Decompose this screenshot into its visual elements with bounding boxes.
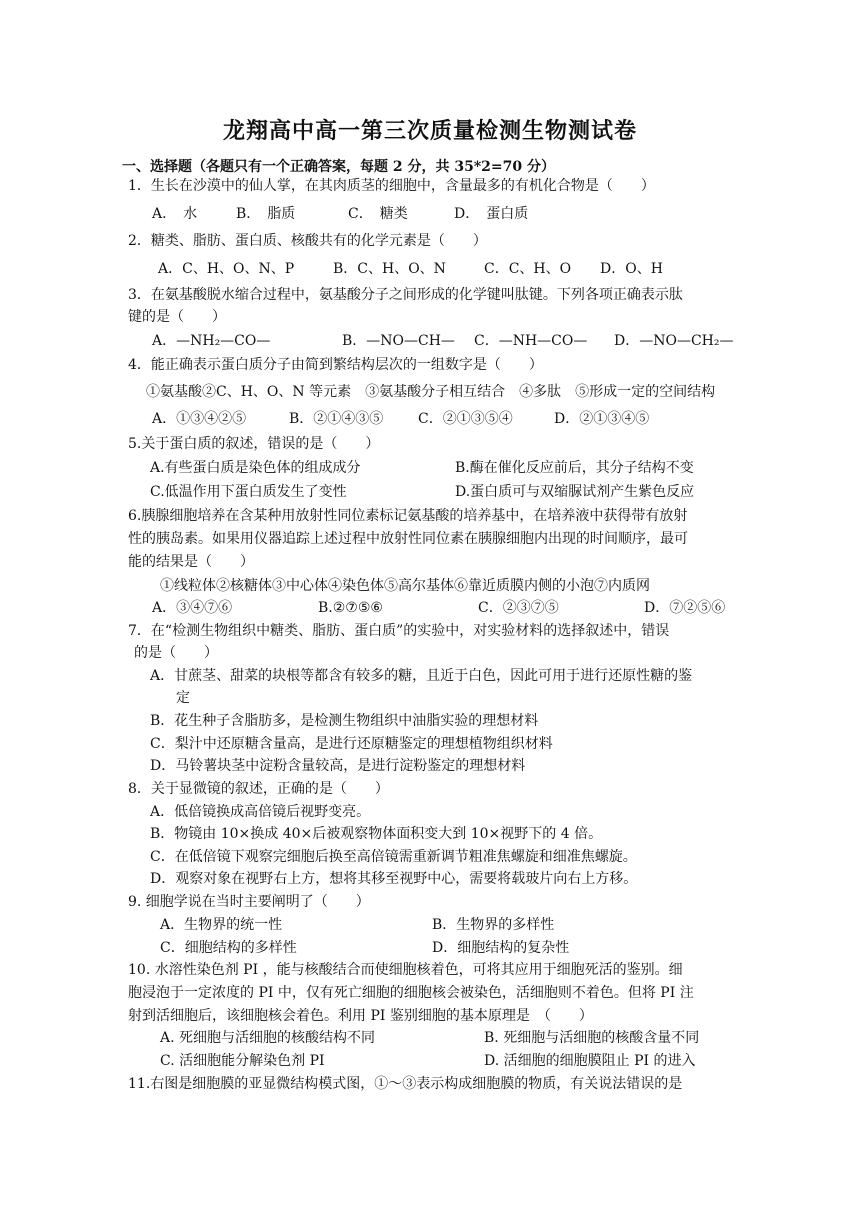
option-d: D． 蛋白质 <box>454 206 529 222</box>
section-heading: 一、选择题（各题只有一个正确答案，每题 2 分，共 35*2=70 分） <box>122 159 555 175</box>
option-a: A．生物界的统一性 <box>160 917 283 933</box>
question-9-stem: 9. 细胞学说在当时主要阐明了（ ） <box>128 894 370 910</box>
option-a: A． 水 <box>152 206 198 222</box>
option-b: B.②⑦⑤⑥ <box>318 600 383 616</box>
exam-title: 龙翔高中高一第三次质量检测生物测试卷 <box>222 118 637 144</box>
question-7-option-b: B．花生种子含脂肪多，是检测生物组织中油脂实验的理想材料 <box>150 713 539 729</box>
option-c: C．细胞结构的多样性 <box>160 940 297 956</box>
question-5-stem: 5.关于蛋白质的叙述，错误的是（ ） <box>128 436 380 452</box>
question-8-option-d: D．观察对象在视野右上方，想将其移至视野中心，需要将载玻片向右上方移。 <box>150 871 638 887</box>
option-d: D. 活细胞的细胞膜阻止 PI 的进入 <box>484 1053 696 1069</box>
question-10-stem-cont1: 胞浸泡于一定浓度的 PI 中，仅有死亡细胞的细胞核会被染色，活细胞则不着色。但将 PI 注 <box>128 985 694 1001</box>
option-d: D．②①③④⑤ <box>554 411 650 427</box>
question-7-option-d: D．马铃薯块茎中淀粉含量较高，是进行淀粉鉴定的理想材料 <box>150 758 526 774</box>
option-a: A.有些蛋白质是染色体的组成成分 <box>150 460 361 476</box>
question-8-option-b: B．物镜由 10×换成 40×后被观察物体面积变大到 10×视野下的 4 倍。 <box>150 826 603 842</box>
question-6-stem: 6.胰腺细胞培养在含某种用放射性同位素标记氨基酸的培养基中，在培养液中获得带有放射 <box>128 508 688 524</box>
question-1-stem: 1．生长在沙漠中的仙人掌，在其肉质茎的细胞中，含量最多的有机化合物是（ ） <box>128 178 655 194</box>
option-a: A．C、H、O、N、P <box>158 261 295 277</box>
question-6-stem-cont1: 性的胰岛素。如果用仪器追踪上述过程中放射性同位素在胰腺细胞内出现的时间顺序，最可 <box>128 531 688 547</box>
question-10-stem: 10. 水溶性染色剂 PI ，能与核酸结合而使细胞核着色，可将其应用于细胞死活的鉴别。细 <box>128 962 683 978</box>
question-7-option-a: A．甘蔗茎、甜菜的块根等都含有较多的糖，且近于白色，因此可用于进行还原性糖的鉴 <box>150 668 693 684</box>
option-a: A．①③④②⑤ <box>152 411 247 427</box>
option-b: B．C、H、O、N <box>333 261 446 277</box>
option-c: C．②③⑦⑤ <box>478 600 559 616</box>
question-7-option-c: C．梨汁中还原糖含量高，是进行还原糖鉴定的理想植物组织材料 <box>150 736 553 752</box>
option-c: C.低温作用下蛋白质发生了变性 <box>150 484 347 500</box>
question-7-stem: 7．在“检测生物组织中糖类、脂肪、蛋白质”的实验中，对实验材料的选择叙述中，错误 <box>128 623 670 639</box>
question-10-stem-cont2: 射到活细胞后，该细胞核会着色。利用 PI 鉴别细胞的基本原理是 （ ） <box>128 1008 593 1024</box>
question-11-stem: 11.右图是细胞膜的亚显微结构模式图，①～③表示构成细胞膜的物质，有关说法错误的是 <box>128 1076 683 1092</box>
option-c: C．—NH—CO— <box>474 333 588 349</box>
question-8-option-c: C．在低倍镜下观察完细胞后换至高倍镜需重新调节粗准焦螺旋和细准焦螺旋。 <box>150 849 637 865</box>
option-d: D．—NO—CH₂— <box>614 333 734 349</box>
question-2-stem: 2．糖类、脂肪、蛋白质、核酸共有的化学元素是（ ） <box>128 233 487 249</box>
option-d: D．O、H <box>600 261 663 277</box>
option-b: B.酶在催化反应前后，其分子结构不变 <box>455 460 694 476</box>
question-6-stem-cont2: 能的结果是（ ） <box>128 554 254 570</box>
question-3-stem-cont: 键的是（ ） <box>128 309 226 325</box>
option-b: B．生物界的多样性 <box>432 917 555 933</box>
option-c: C．C、H、O <box>484 261 572 277</box>
option-a: A. 死细胞与活细胞的核酸结构不同 <box>160 1030 376 1046</box>
question-7-option-a-cont: 定 <box>176 690 190 706</box>
question-6-stem-items: ①线粒体②核糖体③中心体④染色体⑤高尔基体⑥靠近质膜内侧的小泡⑦内质网 <box>160 578 650 594</box>
question-8-stem: 8．关于显微镜的叙述，正确的是（ ） <box>128 781 389 797</box>
question-4-stem: 4．能正确表示蛋白质分子由简到繁结构层次的一组数字是（ ） <box>128 357 543 373</box>
option-a: A．③④⑦⑥ <box>152 600 233 616</box>
option-b: B. 死细胞与活细胞的核酸含量不同 <box>484 1030 700 1046</box>
question-3-stem: 3．在氨基酸脱水缩合过程中，氨基酸分子之间形成的化学键叫肽键。下列各项正确表示肽 <box>128 287 683 303</box>
option-c: C．②①③⑤④ <box>418 411 513 427</box>
question-8-option-a: A．低倍镜换成高倍镜后视野变亮。 <box>150 804 371 820</box>
option-d: D．细胞结构的复杂性 <box>432 940 570 956</box>
option-a: A．—NH₂—CO— <box>152 333 271 349</box>
option-b: B． 脂质 <box>236 206 296 222</box>
option-b: B．—NO—CH— <box>342 333 455 349</box>
option-d: D．⑦②⑤⑥ <box>644 600 726 616</box>
option-c: C． 糖类 <box>348 206 408 222</box>
option-b: B．②①④③⑤ <box>289 411 384 427</box>
option-d: D.蛋白质可与双缩脲试剂产生紫色反应 <box>455 484 695 500</box>
option-c: C. 活细胞能分解染色剂 PI <box>160 1053 325 1069</box>
question-7-stem-cont: 的是（ ） <box>134 645 218 661</box>
question-4-stem-items: ①氨基酸②C、H、O、N 等元素 ③氨基酸分子相互结合 ④多肽 ⑤形成一定的空间结构 <box>146 384 716 400</box>
